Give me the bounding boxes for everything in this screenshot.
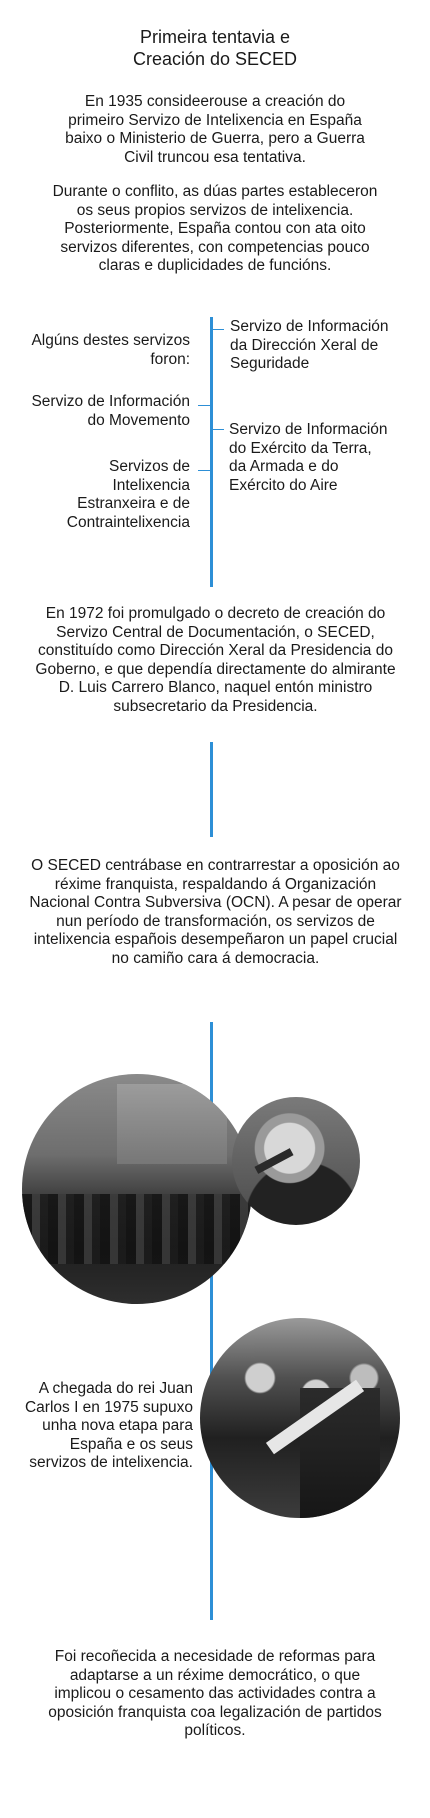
- intro-paragraph-2: Durante o conflito, as dúas partes estableceron os seus propios servizos de intelixencia. Posteriormente, España contou con ata oito servizos diferentes, con competencias pouco claras e duplicidades de funcións.: [52, 183, 378, 274]
- juan-carlos-photo: [200, 1318, 400, 1518]
- intro-paragraph-1: En 1935 consideerouse a creación do primeiro Servizo de Intelixencia en España baixo o Ministerio de Guerra, pero a Guerra Civil truncou esa tentativa.: [65, 93, 365, 166]
- seced-paragraph-2: O SECED centrábase en contrarrestar a oposición ao réxime franquista, respaldando á Organización Nacional Contra Subversiva (OCN). A pesar de operar nun período de transformación, os servizos de intelixencia españois desempeñaron un papel crucial no camiño cara á democracia.: [29, 857, 402, 967]
- service-left-item-1: Servizo de Información do Movemento: [31, 393, 190, 429]
- service-right-item-2: Servizo de Información do Exército da Terra, da Armada e do Exército do Aire: [229, 421, 388, 494]
- timeline-tick-right-1: [212, 329, 224, 330]
- timeline-line-2: [210, 742, 213, 837]
- seced-paragraph-1: En 1972 foi promulgado o decreto de creación do Servizo Central de Documentación, o SECED, constituído como Dirección Xeral da Presidencia do Goberno, e que dependía directamente do almirante D. Luis Carrero Blanco, naquel entón ministro subsecretario da Presidencia.: [35, 605, 396, 715]
- title-line-2: Creación do SECED: [132, 49, 298, 69]
- timeline-tick-left-1: [198, 405, 210, 406]
- service-left-item-2: Servizos de Intelixencia Estranxeira e de Contraintelixencia: [66, 458, 190, 531]
- portrait-photo: [232, 1097, 360, 1225]
- timeline-tick-right-2: [212, 429, 224, 430]
- services-intro-label: Algúns destes servizos foron:: [31, 332, 190, 368]
- crowd-photo: [22, 1074, 252, 1304]
- timeline-line-1: [210, 317, 213, 587]
- page-title: [0, 26, 430, 70]
- service-right-item-1: Servizo de Información da Dirección Xeral de Seguridade: [230, 318, 389, 372]
- closing-paragraph: Foi recoñecida a necesidade de reformas para adaptarse a un réxime democrático, o que implicou o cesamento das actividades contra a oposición franquista coa legalización de partidos políticos.: [48, 1648, 382, 1739]
- juan-carlos-caption: A chegada do rei Juan Carlos I en 1975 supuxo unha nova etapa para España e os seus servizos de intelixencia.: [24, 1380, 193, 1471]
- timeline-tick-left-2: [198, 470, 210, 471]
- title-line-1: Primeira tentavia e: [139, 27, 291, 47]
